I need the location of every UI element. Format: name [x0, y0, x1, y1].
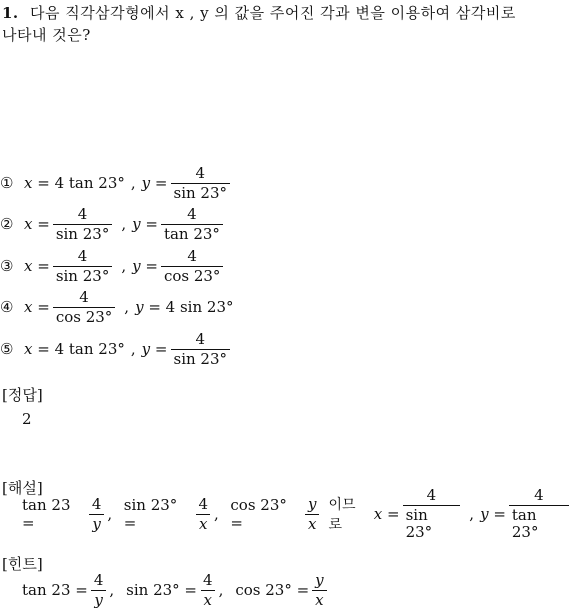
- question-line-2: [2, 24, 91, 45]
- hint-cos-lhs: cos 23° =: [235, 581, 310, 599]
- question-number: 1.: [2, 4, 19, 22]
- option-1[interactable]: [0, 163, 233, 203]
- solution-line: tan 23 = $\frac{4}{y}$ , sin 23° = $\frac{4}{x}$ , cos 23° = $\frac{y}{x}$ 이므로 x = $\frac{4}{\sin 23^\circ}$ , y = $\frac{4}{\tan 23^\circ}$: [22, 494, 572, 534]
- solution-sin-fraction: $\frac{4}{x}$: [195, 496, 211, 533]
- answer-label: [정답]: [2, 386, 43, 404]
- option-marker: ④: [0, 298, 14, 316]
- option-marker: ⑤: [0, 340, 14, 358]
- solution-cos-fraction: $\frac{y}{x}$: [305, 496, 319, 533]
- option-3-math: x = $\frac{4}{\sin 23^\circ}$ , y = $\frac{4}{\cos 23^\circ}$: [24, 248, 226, 285]
- solution-tan-lhs: tan 23 =: [22, 496, 71, 532]
- option-marker: ③: [0, 257, 14, 275]
- option-4-x-fraction: $\frac{4}{\cos 23^\circ}$: [53, 289, 115, 326]
- option-4-math: x = $\frac{4}{\cos 23^\circ}$ , y = 4 sin 23°: [24, 287, 234, 326]
- question-line-1: [2, 2, 516, 23]
- hint-line: tan 23 = $\frac{4}{y}$ , sin 23° = $\frac{4}{x}$ , cos 23° = $\frac{y}{x}$: [22, 570, 330, 610]
- option-1-y-fraction: $\frac{4}{\sin 23^\circ}$: [171, 165, 231, 202]
- solution-y-fraction: $\frac{4}{\tan 23^\circ}$: [509, 487, 569, 541]
- option-5-y-fraction: $\frac{4}{\sin 23^\circ}$: [171, 331, 231, 368]
- option-2-x-fraction: $\frac{4}{\sin 23^\circ}$: [53, 206, 113, 243]
- option-3[interactable]: [0, 246, 226, 286]
- hint-tan-fraction: $\frac{4}{y}$: [91, 572, 107, 609]
- option-2[interactable]: [0, 204, 226, 244]
- solution-cos-lhs: cos 23° =: [230, 496, 287, 532]
- solution-connector: 이므로: [328, 497, 356, 533]
- solution-x-fraction: $\frac{4}{\sin 23^\circ}$: [403, 487, 461, 541]
- option-2-math: x = $\frac{4}{\sin 23^\circ}$ , y = $\frac{4}{\tan 23^\circ}$: [24, 206, 226, 243]
- option-5-x: 4 tan 23°: [54, 340, 125, 358]
- hint-cos-fraction: $\frac{y}{x}$: [312, 572, 326, 609]
- question-text-1: 다음 직각삼각형에서 x , y 의 값을 주어진 각과 변을 이용하여 삼각비로: [29, 4, 516, 22]
- solution-tan-fraction: $\frac{4}{y}$: [89, 496, 105, 533]
- question-text-2: 나타내 것은?: [2, 26, 91, 44]
- answer-value: 2: [22, 410, 32, 428]
- option-3-x-fraction: $\frac{4}{\sin 23^\circ}$: [53, 248, 113, 285]
- option-1-math: x = 4 tan 23° , y = $\frac{4}{\sin 23^\circ}$: [24, 165, 233, 202]
- option-5-math: x = 4 tan 23° , y = $\frac{4}{\sin 23^\circ}$: [24, 331, 233, 368]
- hint-label: [힌트]: [2, 555, 43, 573]
- option-1-x: 4 tan 23°: [54, 174, 125, 192]
- option-4[interactable]: [0, 287, 234, 327]
- option-2-y-fraction: $\frac{4}{\tan 23^\circ}$: [161, 206, 223, 243]
- option-5[interactable]: [0, 329, 233, 369]
- hint-sin-fraction: $\frac{4}{x}$: [200, 572, 216, 609]
- solution-sin-lhs: sin 23° =: [123, 496, 178, 532]
- option-3-y-fraction: $\frac{4}{\cos 23^\circ}$: [161, 248, 223, 285]
- option-marker: ①: [0, 174, 14, 192]
- solution-label: [해설]: [2, 479, 43, 497]
- option-marker: ②: [0, 215, 14, 233]
- hint-tan-lhs: tan 23 =: [22, 581, 88, 599]
- hint-sin-lhs: sin 23° =: [126, 581, 198, 599]
- option-4-y: 4 sin 23°: [165, 298, 234, 316]
